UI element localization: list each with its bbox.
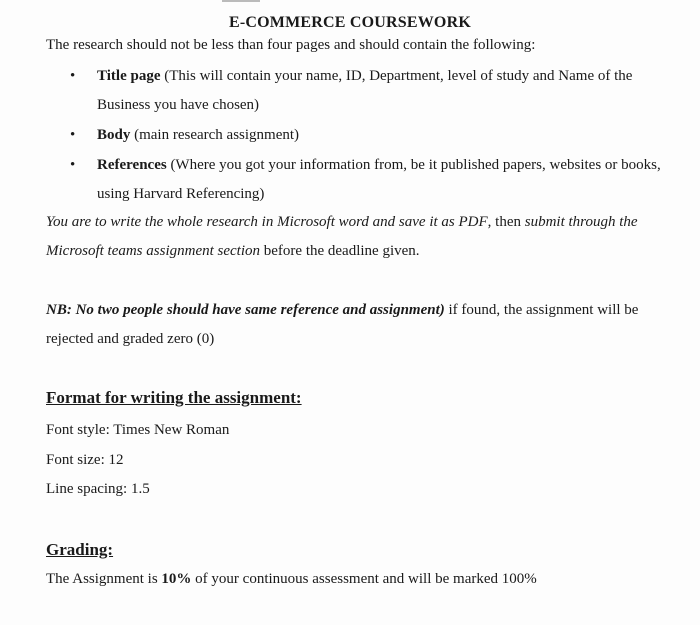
list-item-text: (This will contain your name, ID, Department, level of study and Name of the Business you have chosen): [97, 68, 633, 113]
page-edge-mark: [222, 0, 260, 2]
list-item-label: References: [97, 157, 167, 173]
grading-text-before: The Assignment is: [46, 571, 162, 587]
intro-text: The research should not be less than four pages and should contain the following:: [46, 37, 536, 53]
bullet-icon: •: [70, 127, 76, 143]
instructions-italic-2: submit through the Microsoft teams assignment section: [46, 214, 638, 259]
list-item-label: Body: [97, 127, 131, 143]
list-item-text: (main research assignment): [130, 127, 300, 143]
list-item-label: Title page: [97, 68, 161, 84]
requirements-list: [70, 62, 685, 210]
format-line-spacing: Line spacing: 1.5: [46, 481, 150, 497]
bullet-icon: •: [70, 157, 76, 173]
grading-heading: Grading:: [46, 540, 114, 559]
list-item-body: [70, 121, 685, 150]
grading-text: [46, 571, 537, 588]
note-bold-italic: NB: No two people should have same reference and assignment): [46, 302, 445, 318]
list-item-references: [70, 151, 685, 209]
list-item-title-page: [70, 62, 685, 120]
format-font-size: Font size: 12: [46, 452, 124, 468]
grading-percent: 10%: [161, 571, 192, 587]
instructions-italic-1: You are to write the whole research in Microsoft word and save it as PDF: [46, 214, 488, 230]
note-text: if found, the assignment will be rejected and graded zero (0): [46, 302, 639, 347]
bullet-icon: •: [70, 68, 76, 84]
instructions-paragraph: [46, 208, 686, 266]
list-item-text: (Where you got your information from, be it published papers, websites or books, using Harvard Referencing): [97, 157, 661, 202]
format-font-style: Font style: Times New Roman: [46, 422, 230, 438]
note-paragraph: [46, 296, 686, 354]
format-heading: Format for writing the assignment:: [46, 388, 302, 407]
document-title: E-COMMERCE COURSEWORK: [229, 14, 471, 31]
instructions-text-1: , then: [487, 214, 525, 230]
instructions-text-2: before the deadline given.: [260, 243, 420, 259]
grading-text-after: of your continuous assessment and will be marked 100%: [191, 571, 537, 587]
